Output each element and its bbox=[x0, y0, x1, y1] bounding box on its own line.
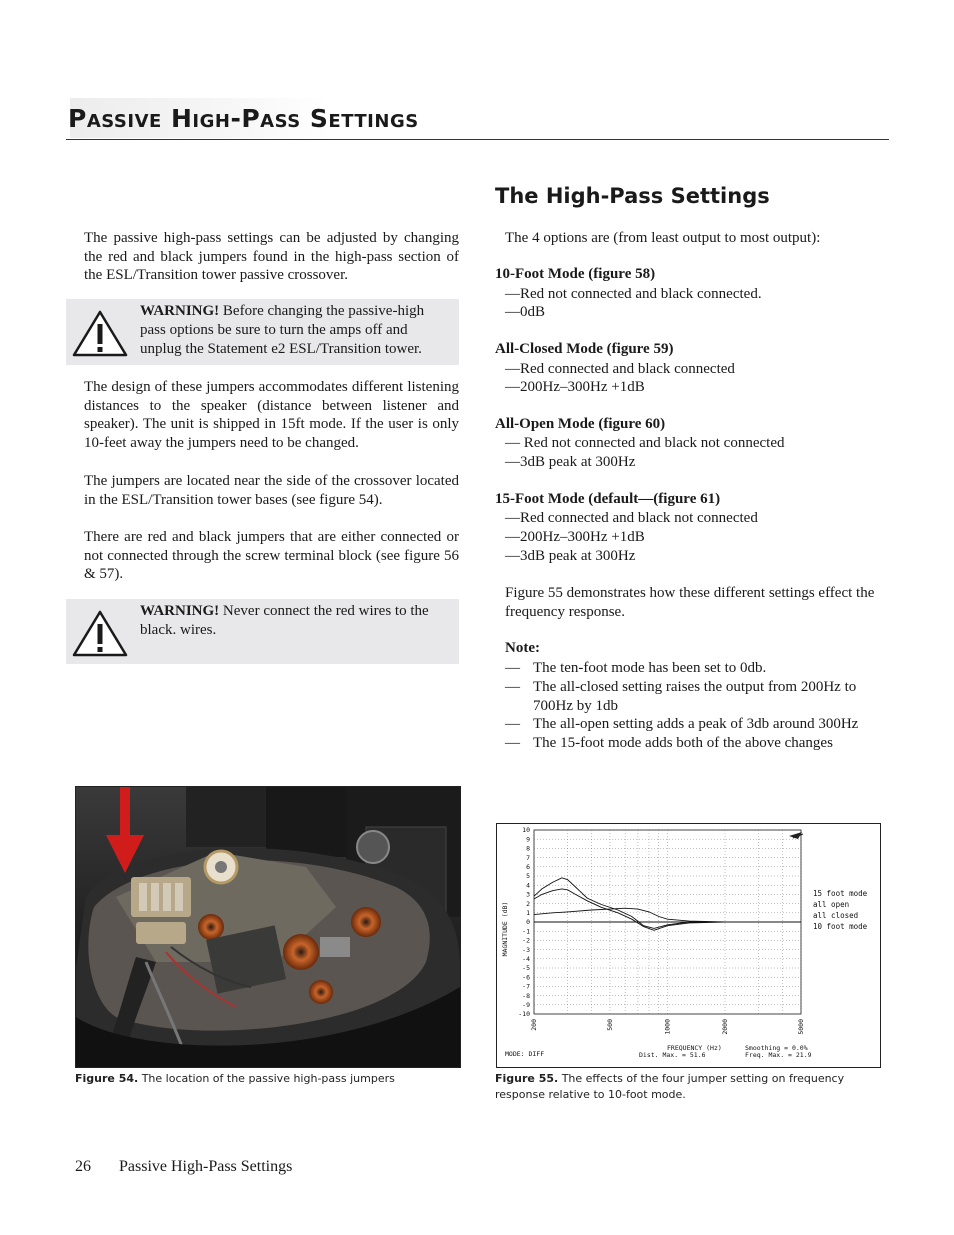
y-tick-label: -6 bbox=[522, 973, 530, 982]
page-number: 26 bbox=[75, 1158, 91, 1175]
mode-line: —3dB peak at 300Hz bbox=[505, 548, 636, 564]
warning-triangle-icon bbox=[72, 609, 128, 657]
figure55-reference: Figure 55 demonstrates how these different settings effect the frequency response. bbox=[505, 585, 875, 620]
warning-box-2 bbox=[66, 599, 459, 664]
series-line bbox=[534, 889, 801, 930]
y-tick-label: -10 bbox=[518, 1010, 530, 1019]
crossover-illustration bbox=[76, 787, 460, 1067]
crossover-photo bbox=[75, 786, 461, 1068]
frequency-response-graph bbox=[496, 823, 881, 1068]
y-tick-label: 2 bbox=[526, 899, 530, 908]
mode-line: —Red not connected and black connected. bbox=[505, 286, 762, 302]
x-axis-label: FREQUENCY (Hz) bbox=[667, 1044, 722, 1052]
mode-line: —Red connected and black not connected bbox=[505, 510, 758, 526]
y-tick-label: -1 bbox=[522, 927, 530, 936]
y-tick-label: -7 bbox=[522, 982, 530, 991]
legend-entry: all open bbox=[813, 900, 850, 909]
intro-paragraph: The passive high-pass settings can be adjusted by changing the red and black jumpers found in the high-pass section of the ESL/Transition tower passive crossover. bbox=[84, 230, 459, 284]
warning-box-1 bbox=[66, 299, 459, 365]
y-tick-label: -8 bbox=[522, 991, 530, 1000]
graph-freq-max: Freq. Max. = 21.9 bbox=[745, 1051, 812, 1059]
y-tick-label: 0 bbox=[526, 918, 530, 927]
warning-text-2: WARNING! Never connect the red wires to the black. wires. bbox=[140, 603, 429, 638]
page-title: Passive High-Pass Settings bbox=[68, 104, 419, 133]
x-tick-label: 2000 bbox=[721, 1019, 730, 1035]
warning-text-1: WARNING! Before changing the passive-high pass options be sure to turn the amps off and unplug the Statement e2 ESL/Transition tower. bbox=[140, 303, 425, 357]
y-tick-label: 9 bbox=[526, 835, 530, 844]
x-tick-label: 200 bbox=[530, 1019, 539, 1031]
y-tick-label: -2 bbox=[522, 936, 530, 945]
title-rule bbox=[66, 139, 889, 140]
y-tick-label: -3 bbox=[522, 945, 530, 954]
y-tick-label: 1 bbox=[526, 909, 530, 917]
frequency-response-chart bbox=[497, 824, 880, 1067]
y-tick-label: -9 bbox=[522, 1001, 530, 1009]
footer-title: Passive High-Pass Settings bbox=[119, 1158, 293, 1175]
design-paragraph: The design of these jumpers accommodates different listening distances to the speaker (distance between listener and speaker). The unit is shipped in 15ft mode. If the user is only 10-feet away the jumpers need to be changed. bbox=[84, 379, 459, 451]
y-tick-label: 4 bbox=[526, 881, 530, 890]
mode-line: —3dB peak at 300Hz bbox=[505, 454, 636, 470]
mode-title-all-open: All-Open Mode (figure 60) bbox=[495, 416, 666, 432]
mode-title-15ft: 15-Foot Mode (default—(figure 61) bbox=[495, 491, 721, 507]
mode-line: —Red connected and black connected bbox=[505, 361, 735, 377]
x-tick-label: 5000 bbox=[797, 1019, 806, 1035]
y-tick-label: 3 bbox=[526, 890, 530, 899]
mode-line: — Red not connected and black not connected bbox=[505, 435, 785, 451]
mode-line: —200Hz–300Hz +1dB bbox=[505, 529, 645, 545]
y-tick-label: 5 bbox=[526, 872, 530, 881]
y-tick-label: -5 bbox=[522, 964, 530, 973]
mode-line: —0dB bbox=[505, 304, 546, 320]
figure54-caption: Figure 54. The location of the passive high-pass jumpers bbox=[75, 1072, 395, 1085]
mode-title-all-closed: All-Closed Mode (figure 59) bbox=[495, 341, 674, 357]
y-tick-label: 6 bbox=[526, 863, 530, 871]
graph-mode-text: MODE: DIFF bbox=[505, 1050, 545, 1058]
series-line bbox=[534, 908, 801, 922]
note-label: Note: bbox=[505, 640, 540, 656]
graph-dist-max: Dist. Max. = 51.6 bbox=[639, 1051, 706, 1059]
y-tick-label: 8 bbox=[526, 844, 530, 853]
graph-smoothing: Smoothing = 0.0% bbox=[745, 1044, 808, 1052]
x-tick-label: 500 bbox=[606, 1019, 615, 1031]
legend-entry: all closed bbox=[813, 911, 859, 920]
jumpers-paragraph: There are red and black jumpers that are either connected or not connected through the screw terminal block (see figure 56 & 57). bbox=[84, 529, 459, 583]
legend-entry: 10 foot mode bbox=[813, 922, 868, 931]
mode-line: —200Hz–300Hz +1dB bbox=[505, 379, 645, 395]
figure55-caption: Figure 55. The effects of the four jumper setting on frequency response relative to 10-foot mode. bbox=[495, 1072, 845, 1101]
y-tick-label: -4 bbox=[522, 955, 530, 963]
y-axis-label: MAGNITUDE (dB) bbox=[501, 901, 509, 957]
page-footer bbox=[75, 1158, 292, 1176]
mode-title-10ft: 10-Foot Mode (figure 58) bbox=[495, 266, 656, 282]
legend-entry: 15 foot mode bbox=[813, 889, 868, 898]
warning-triangle-icon bbox=[72, 309, 128, 357]
y-tick-label: 7 bbox=[526, 853, 530, 862]
x-tick-label: 1000 bbox=[663, 1019, 672, 1035]
section-title: The High-Pass Settings bbox=[495, 184, 770, 208]
location-paragraph: The jumpers are located near the side of the crossover located in the ESL/Transition tower bases (see figure 54). bbox=[84, 473, 459, 508]
options-intro: The 4 options are (from least output to most output): bbox=[505, 230, 821, 246]
y-tick-label: 10 bbox=[522, 826, 530, 835]
